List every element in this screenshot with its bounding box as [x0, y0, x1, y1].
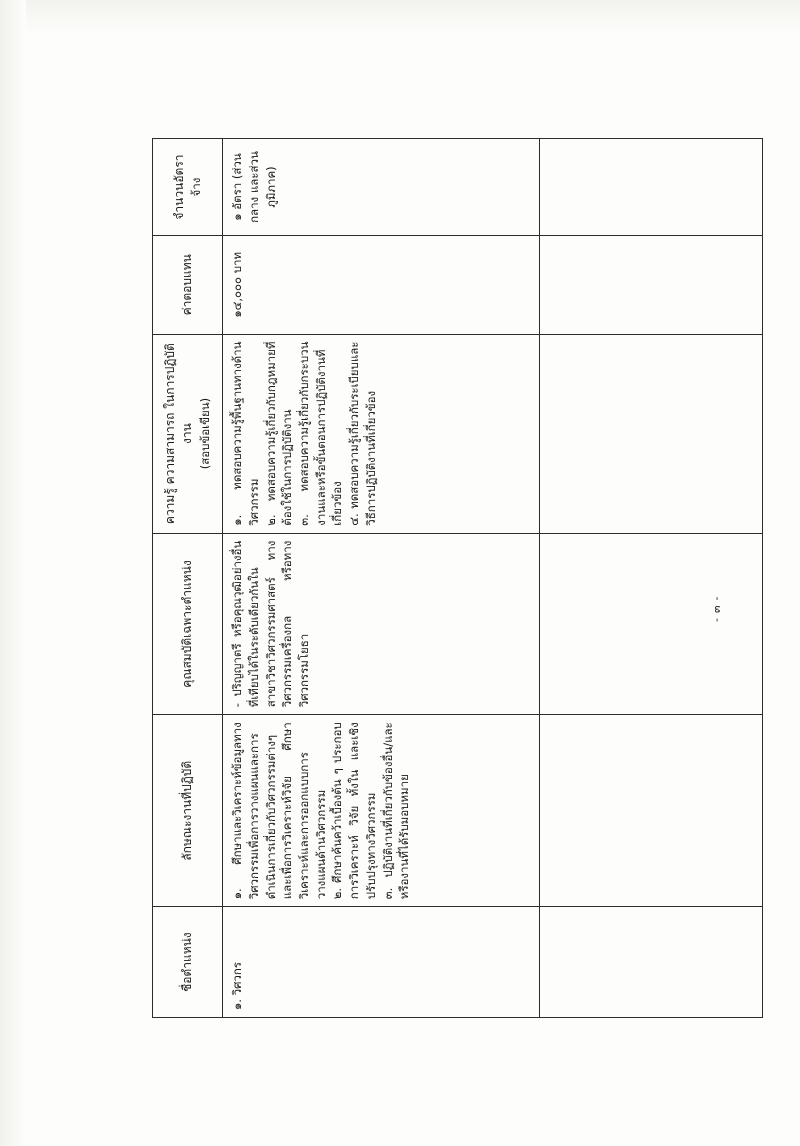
- scan-shadow-top: [0, 0, 800, 34]
- table-row-empty: [540, 139, 763, 1018]
- header-position-label: ชื่อตำแหน่ง: [180, 932, 195, 992]
- cell-qualifications-empty: [540, 533, 763, 715]
- header-duties: [153, 715, 223, 907]
- document-body: [80, 68, 723, 1078]
- qualification-item: - ปริญญาตรี หรือคุณวุฒิอย่างอื่นที่เทียบได้ในระดับเดียวกันในสาขาวิชาวิศวกรรมศาสตร์ ทางวิศวกรรมเครื่องกล หรือทางวิศวกรรมโยธา: [230, 540, 312, 708]
- header-positions-sublabel: จ้าง: [189, 177, 204, 197]
- duty-item: ๒. ศึกษาค้นคว้าเบื้องต้น ๆ ประกอบการวิเคราะห์ วิจัย ทั้งใน และเชิงปรับปรุงทางวิศวกรรม: [330, 722, 378, 900]
- scan-shadow-left: [0, 0, 26, 1146]
- knowledge-item: ๔. ทดสอบความรู้เกี่ยวกับระเบียบและวิธีการปฏิบัติงานที่เกี่ยวข้อง: [347, 341, 378, 526]
- page-number: -๓-: [710, 595, 723, 622]
- cell-position-empty: [540, 907, 763, 1018]
- job-description-table: [152, 138, 763, 1018]
- header-knowledge-label: ความรู้ ความสามารถ ในการปฏิบัติงาน: [163, 343, 195, 525]
- cell-position: [223, 907, 540, 1018]
- header-knowledge-sublabel: (สอบข้อเขียน): [197, 397, 212, 470]
- header-duties-label: ลักษณะงานที่ปฏิบัติ: [180, 760, 195, 861]
- compensation-value: ๑๔,๐๐๐ บาท: [230, 251, 245, 318]
- knowledge-item: ๑. ทดสอบความรู้พื้นฐานทางด้านวิศวกรรม: [230, 341, 262, 526]
- cell-positions-empty: [540, 139, 763, 236]
- cell-knowledge-empty: [540, 334, 763, 533]
- cell-compensation-empty: [540, 236, 763, 334]
- header-position: [153, 907, 223, 1018]
- header-compensation: [153, 236, 223, 334]
- header-knowledge: [153, 334, 223, 533]
- duty-item: ๓. ปฏิบัติงานที่เกี่ยวกับข้องอื่น/และหรืองานที่ได้รับมอบหมาย: [380, 722, 412, 900]
- cell-positions: [223, 139, 540, 236]
- header-qualifications: [153, 533, 223, 715]
- header-positions-label: จำนวนอัตรา: [171, 154, 186, 220]
- cell-knowledge: [223, 334, 540, 533]
- knowledge-item: ๓. ทดสอบความรู้เกี่ยวกับกระบวนงานและหรือขั้นตอนการปฏิบัติงานที่เกี่ยวข้อง: [297, 341, 345, 526]
- position-name: ๑. วิศวกร: [230, 962, 245, 1010]
- header-positions: [153, 139, 223, 236]
- cell-qualifications: [223, 533, 540, 715]
- cell-duties-empty: [540, 715, 763, 907]
- table-row: [223, 139, 540, 1018]
- duty-item: ๑. ศึกษาและวิเคราะห์ข้อมูลทางวิศวกรรมเพื่อการวางแผนและการดำเนินการเกี่ยวกับวิศวกรรมต่างๆ และเพื่อการวิเคราะห์วิจัย ศึกษาวิเคราะห์และการออกแบบการวางแผนด้านวิศวกรรม: [230, 722, 328, 900]
- cell-compensation: [223, 236, 540, 334]
- table-header-row: [153, 139, 223, 1018]
- header-compensation-label: ค่าตอบแทน: [180, 254, 195, 316]
- knowledge-item: ๒. ทดสอบความรู้เกี่ยวกับกฎหมายที่ต้องใช้ในการปฏิบัติงาน: [263, 341, 295, 526]
- cell-duties: [223, 715, 540, 907]
- header-qualifications-label: คุณสมบัติเฉพาะตำแหน่ง: [180, 560, 195, 688]
- positions-value: ๑ อัตรา (ส่วนกลาง และส่วนภูมิภาค): [230, 151, 278, 223]
